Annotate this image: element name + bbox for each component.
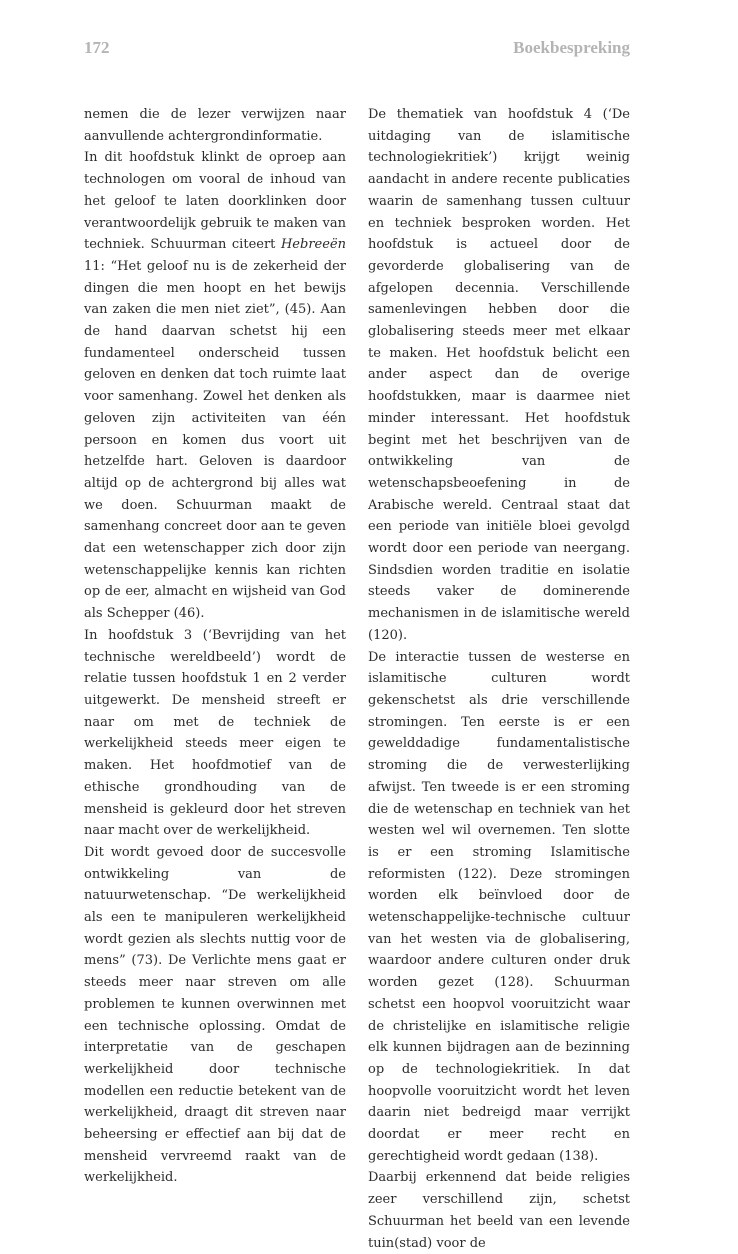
left-column bbox=[84, 104, 346, 1189]
paragraph: nemen die de lezer verwijzen naar aanvullende achtergrondinformatie. bbox=[84, 107, 346, 144]
paragraph: Dit wordt gevoed door de succesvolle ontwikkeling van de natuurwetenschap. “De werkelijkheid als een te manipuleren werkelijkheid wordt gezien als slechts nuttig voor de mens” (73). De Verlichte mens gaat er steeds meer naar streven om alle problemen te kunnen overwinnen met een technische oplossing. Omdat de interpretatie van de geschapen werkelijkheid door technische modellen een reductie betekent van de werkelijkheid, draagt dit streven naar beheersing er effectief aan bij dat de mensheid vervreemd raakt van de werkelijkheid. bbox=[84, 844, 346, 1186]
italic-citation: Hebreeën bbox=[280, 237, 346, 253]
paragraph: De interactie tussen de westerse en islamitische culturen wordt gekenschetst als drie verschillende stromingen. Ten eerste is er een gewelddadige fundamentalistische stroming die de verwesterlijking afwijst. Ten tweede is er een stroming die de wetenschap en techniek van het westen wel wil overnemen. Ten slotte is er een stroming Islamitische reformisten (122). Deze stromingen worden elk beïnvloed door de wetenschappelijke-technische cultuur van het westen via de globalisering, waardoor andere culturen onder druk worden gezet (128). Schuurman schetst een hoopvol vooruitzicht waar de christelijke en islamitische religie elk kunnen bijdragen aan de bezinning op de technologiekritiek. In dat hoopvolle vooruitzicht wordt het leven daarin niet bedreigd maar verrijkt doordat er meer recht en gerechtigheid wordt gedaan (138). bbox=[368, 649, 630, 1164]
paragraph bbox=[84, 147, 346, 624]
running-title: Boekbespreking bbox=[513, 38, 630, 57]
text-run: In dit hoofdstuk klinkt de oproep aan technologen om vooral de inhoud van het geloof te laten doorklinken door verantwoordelijk gebruik te maken van techniek. Schuurman citeert bbox=[84, 150, 346, 253]
right-column bbox=[368, 104, 630, 1254]
paragraph: Daarbij erkennend dat beide religies zeer verschillend zijn, schetst Schuurman het beeld van een levende tuin(stad) voor de bbox=[368, 1170, 630, 1251]
page-number: 172 bbox=[84, 38, 110, 57]
paragraph: In hoofdstuk 3 (‘Bevrijding van het technische wereldbeeld’) wordt de relatie tussen hoofdstuk 1 en 2 verder uitgewerkt. De mensheid streeft er naar om met de techniek de werkelijkheid steeds meer eigen te maken. Het hoofdmotief van de ethische grondhouding van de mensheid is gekleurd door het streven naar macht over de werkelijkheid. bbox=[84, 627, 346, 839]
text-run: 11: “Het geloof nu is de zekerheid der dingen die men hoopt en het bewijs van zaken die men niet ziet”, (45). Aan de hand daarvan schetst hij een fundamenteel onderscheid tussen geloven en denken dat toch ruimte laat voor samenhang. Zowel het denken als geloven zijn activiteiten van één persoon en komen dus voort uit hetzelfde hart. Geloven is daardoor altijd op de achtergrond bij alles wat we doen. Schuurman maakt de samenhang concreet door aan te geven dat een wetenschapper zich door zijn wetenschappelijke kennis kan richten op de eer, almacht en wijsheid van God als Schepper (46). bbox=[84, 258, 346, 622]
paragraph: De thematiek van hoofdstuk 4 (‘De uitdaging van de islamitische technologiekritiek’) krijgt weinig aandacht in andere recente publicaties waarin de samenhang tussen cultuur en techniek besproken worden. Het hoofdstuk is actueel door de gevorderde globalisering van de afgelopen decennia. Verschillende samenlevingen hebben door die globalisering steeds meer met elkaar te maken. Het hoofdstuk belicht een ander aspect dan de overige hoofdstukken, maar is daarmee niet minder interessant. Het hoofdstuk begint met het beschrijven van de ontwikkeling van de wetenschapsbeoefening in de Arabische wereld. Centraal staat dat een periode van initiële bloei gevolgd wordt door een periode van neergang. Sindsdien worden traditie en isolatie steeds vaker de dominerende mechanismen in de islamitische wereld (120). bbox=[368, 107, 630, 643]
